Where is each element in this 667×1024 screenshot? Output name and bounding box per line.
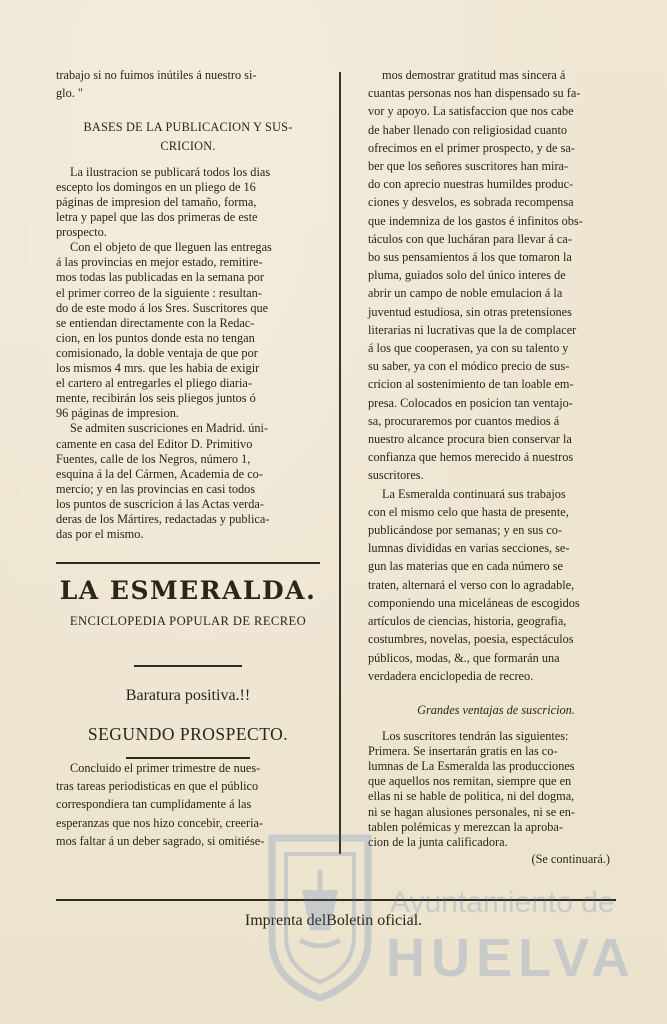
text-line: á las provincias en mejor estado, remitire- — [56, 255, 263, 270]
text-line: á los que cooperasen, ya con su talento y — [368, 341, 569, 356]
baratura-heading: Baratura positiva.!! — [125, 686, 251, 704]
text-line: públicos, modas, &., que formarán una — [368, 650, 560, 665]
text-line: los mismos 4 mrs. que les habia de exigir — [56, 361, 260, 376]
text-line: los puntos de suscricion á las Actas verda- — [56, 496, 264, 511]
printer-credit: Imprenta delBoletin oficial. — [244, 912, 423, 929]
text-line: confianza que hemos merecido á nuestros — [368, 450, 574, 465]
heading-line: CRICION. — [160, 138, 216, 153]
bases-heading — [56, 118, 320, 154]
short-rule — [134, 665, 242, 667]
huelva-watermark — [250, 820, 650, 1010]
text-line: deras de los Mártires, redactadas y publica- — [56, 511, 270, 526]
text-line: letra y papel que las dos primeras de este — [56, 210, 258, 225]
text-line: trabajo si no fuimos inútiles á nuestro si- — [56, 68, 257, 82]
text-line: comisionado, la doble ventaja de que por — [56, 345, 258, 360]
text-line: 96 páginas de impresion. — [56, 406, 179, 421]
text-line: Fuentes, calle de los Negros, número 1, — [56, 451, 251, 466]
text-line: mos todas las publicadas en la semana por — [56, 270, 264, 285]
text-line: pluma, guiados solo del único interes de — [368, 268, 566, 283]
text-line: traten, alternará el verso con lo agradable, — [368, 577, 575, 592]
text-line: sa, procuraremos por cuantos medios á — [368, 413, 560, 428]
text-line: nuestro alcance procura bien conservar la — [368, 432, 572, 447]
heading-line: BASES DE LA PUBLICACION Y SUS- — [83, 120, 293, 135]
text-line: cion, en los puntos donde esta no tengan — [56, 330, 255, 345]
text-line: presa. Colocados en posicion tan ventajo- — [368, 395, 573, 410]
publication-subtitle: ENCICLOPEDIA POPULAR DE RECREO — [69, 614, 307, 629]
text-line: publicándose por semanas; y en sus co- — [368, 523, 562, 538]
text-line: de haber llenado con religiosidad cuanto — [368, 122, 568, 137]
text-line: esquina á la del Cármen, Academia de co- — [56, 466, 263, 481]
section-rule — [56, 562, 320, 564]
text-line: ciones y desvelos, es sobrada recompensa — [368, 195, 574, 210]
text-line: el cartero al entregarles el pliego diaria- — [56, 376, 252, 391]
text-line: artículos de ciencias, historia, geografia, — [368, 614, 567, 629]
text-line: tablen polémicas y merezcan la aproba- — [368, 819, 563, 834]
text-line: Concluido el primer trimestre de nues- — [70, 760, 261, 775]
prospecto-heading: SEGUNDO PROSPECTO. — [87, 723, 289, 744]
text-line: mente, recibirán los seis pliegos juntos ó — [56, 391, 256, 406]
text-line: costumbres, novelas, poesia, espectáculos — [368, 632, 574, 647]
text-line: páginas de impresion del tamaño, forma, — [56, 195, 257, 209]
text-line: juventud estudiosa, sin otras pretensiones — [368, 304, 572, 319]
continuation-paragraph — [368, 485, 624, 685]
bases-paragraphs — [56, 165, 320, 542]
text-line: mos faltar á un deber sagrado, si omitiése- — [56, 833, 265, 848]
text-line: con el mismo celo que hasta de presente, — [368, 504, 569, 519]
text-line: camente en casa del Editor D. Primitivo — [56, 436, 253, 451]
text-line: escepto los domingos en un pliego de 16 — [56, 179, 256, 194]
text-line: el primer correo de la siguiente : resultan- — [56, 285, 262, 300]
bases-paragraph — [56, 165, 320, 240]
text-line: cuantas personas nos han dispensado su fa- — [368, 86, 581, 101]
text-line: Los suscritores tendrán las siguientes: — [382, 729, 569, 744]
column-divider — [339, 72, 341, 854]
text-line: mercio; y en las provincias en casi todos — [56, 481, 256, 496]
left-column — [56, 66, 320, 850]
text-line: cion de la junta calificadora. — [368, 834, 508, 849]
text-line: literarias ni lucrativas que la de complacer — [368, 322, 577, 337]
text-line: que aquellos nos remitan, siempre que en — [368, 774, 572, 789]
text-line: do con aprecio nuestras humildes produc- — [368, 177, 574, 192]
text-line: do de este modo á los Sres. Suscritores que — [56, 300, 269, 315]
text-line: ni se hagan alusiones personales, ni se en- — [368, 804, 575, 819]
text-line: das por el mismo. — [56, 527, 144, 542]
text-line: ellas ni se hable de politica, ni del dogma, — [368, 789, 575, 804]
bases-paragraph — [56, 421, 320, 542]
text-line: componiendo una miceláneas de escogidos — [368, 595, 580, 610]
text-line: tras tareas periodisticas en que el público — [56, 779, 259, 794]
text-line: abrir un campo de noble emulacion á la — [368, 286, 563, 301]
text-line: lumnas de La Esmeralda las producciones — [368, 759, 575, 774]
text-line: mos demostrar gratitud mas sincera á — [382, 68, 566, 82]
gratitude-paragraph — [368, 66, 624, 485]
continuara-note: (Se continuará.) — [531, 851, 610, 866]
text-line: esperanzas que nos hizo concebir, creeria- — [56, 815, 264, 830]
text-line: Se admiten suscriciones en Madrid. úni- — [70, 421, 269, 436]
text-line: se entiendan directamente con la Redac- — [56, 315, 255, 330]
text-line: verdadera enciclopedia de recreo. — [368, 668, 534, 683]
text-line: gun las materias que en cada número se — [368, 559, 563, 574]
text-line: cricion al sostenimiento de tan loable em- — [368, 377, 574, 392]
text-line: que indemniza de los gastos é infinitos obs- — [368, 213, 583, 228]
text-line: La Esmeralda continuará sus trabajos — [382, 486, 566, 501]
text-line: lumnas divididas en varias secciones, se- — [368, 541, 570, 556]
right-column — [368, 66, 624, 868]
bases-paragraph — [56, 240, 320, 421]
text-line: Con el objeto de que lleguen las entregas — [70, 240, 272, 255]
text-line: La ilustracion se publicará todos los dias — [70, 164, 271, 179]
text-line: suscritores. — [368, 468, 424, 483]
publication-title: LA ESMERALDA. — [59, 576, 317, 606]
text-line: su saber, ya con el módico precio de sus- — [368, 359, 570, 374]
text-line: ber que los señores suscritores han mira- — [368, 159, 569, 174]
text-line: vor y apoyo. La satisfaccion que nos cabe — [368, 104, 574, 119]
text-line: bo sus pensamientos á los que tomaron la — [368, 250, 572, 265]
huelva-coat-of-arms-icon — [272, 838, 368, 998]
watermark-line1: Ayuntamiento de — [390, 886, 615, 919]
text-line: prospecto. — [56, 225, 107, 240]
intro-text — [56, 66, 320, 102]
text-line: ofrecimos en el primer prospecto, y de sa- — [368, 140, 575, 155]
watermark-line2: HUELVA — [386, 928, 636, 988]
ventajas-heading: Grandes ventajas de suscricion. — [417, 702, 575, 717]
text-line: glo. " — [56, 86, 83, 101]
text-line: táculos con que lucháran para llevar á ca- — [368, 231, 572, 246]
text-line: Primera. Se insertarán gratis en las co- — [368, 744, 558, 759]
text-line: correspondiera tan cumplidamente á las — [56, 797, 252, 812]
